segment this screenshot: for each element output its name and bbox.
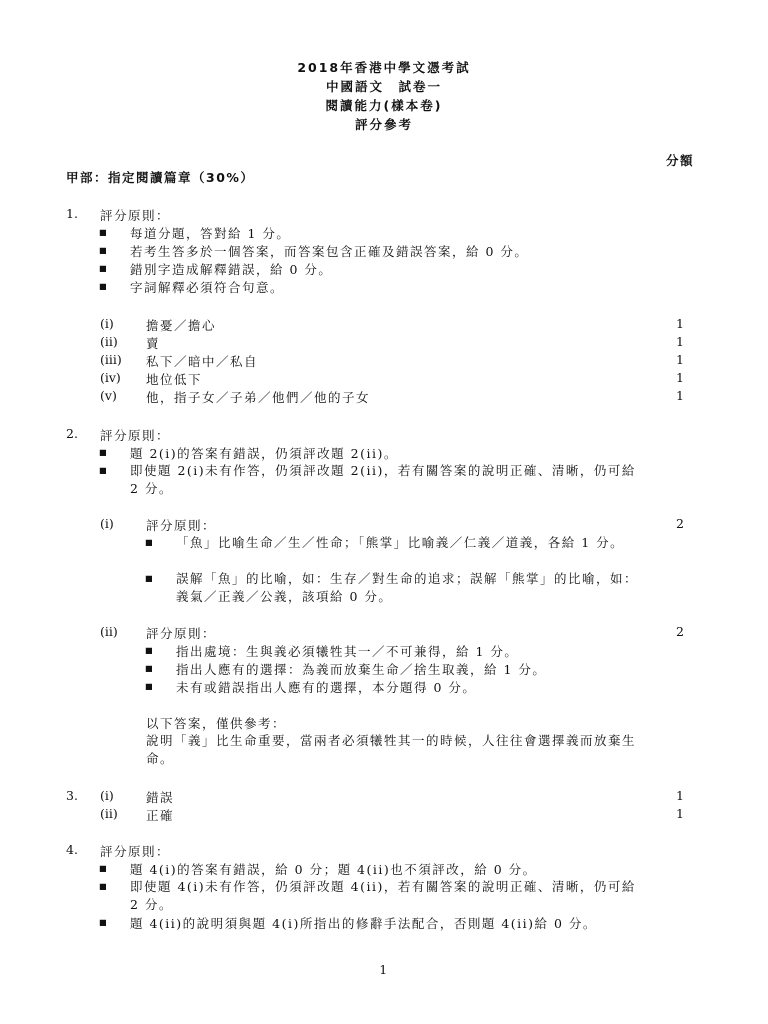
bullet-icon: ▪ [98, 224, 108, 239]
q1-item-mark: 1 [676, 334, 684, 349]
q4-bullet-1: 題 4(i)的答案有錯誤，給 0 分；題 4(ii)也不須評改，給 0 分。 [130, 862, 537, 877]
q4-number: 4. [66, 842, 78, 857]
q2-bullet-1: 題 2(i)的答案有錯誤，仍須評改題 2(ii)。 [130, 446, 398, 461]
q1-item-mark: 1 [676, 316, 684, 331]
q3-item-label: (ii) [100, 806, 118, 821]
q1-item-answer: 擔憂／擔心 [146, 318, 217, 333]
bullet-icon: ▪ [98, 260, 108, 275]
bullet-icon: ▪ [98, 878, 108, 893]
bullet-icon: ▪ [98, 462, 108, 477]
q1-bullet-4: 字詞解釋必須符合句意。 [130, 280, 285, 295]
q3-item-answer: 錯誤 [146, 790, 175, 805]
bullet-icon: ▪ [144, 678, 154, 693]
page-number: 1 [379, 962, 389, 977]
bullet-icon: ▪ [98, 860, 108, 875]
bullet-icon: ▪ [98, 444, 108, 459]
q1-item-label: (v) [100, 388, 117, 403]
q1-item-answer: 地位低下 [146, 372, 203, 387]
bullet-icon: ▪ [144, 660, 154, 675]
q2-part-ii-bullet-3: 未有或錯誤指出人應有的選擇，本分題得 0 分。 [176, 680, 477, 695]
q2-part-ii-mark: 2 [676, 624, 684, 639]
q2-number: 2. [66, 426, 78, 441]
marking-scheme-title: 評分參考 [354, 117, 413, 132]
bullet-icon: ▪ [144, 534, 154, 549]
q2-reference-answer: 說明「義」比生命重要，當兩者必須犧牲其一的時候，人往往會選擇義而放棄生命。 [146, 733, 637, 766]
section-title: 甲部：指定閱讀篇章（30%） [66, 170, 255, 185]
q1-item-answer: 私下／暗中／私自 [146, 354, 259, 369]
q3-number: 3. [66, 788, 78, 803]
bullet-icon: ▪ [98, 914, 108, 929]
q1-bullet-3: 錯別字造成解釋錯誤，給 0 分。 [130, 262, 333, 277]
q3-item-label: (i) [100, 788, 114, 803]
bullet-icon: ▪ [98, 242, 108, 257]
q3-item-mark: 1 [676, 806, 684, 821]
q2-bullet-2: 即使題 2(i)未有作答，仍須評改題 2(ii)，若有關答案的說明正確、清晰，仍可給 2 分。 [130, 463, 636, 496]
q2-part-i-principle: 評分原則： [146, 518, 217, 533]
q1-item-label: (iii) [100, 352, 122, 367]
q1-item-answer: 他，指子女／子弟／他們／他的子女 [146, 390, 371, 405]
bullet-icon: ▪ [144, 642, 154, 657]
q2-part-ii-bullet-2: 指出人應有的選擇：為義而放棄生命／捨生取義，給 1 分。 [176, 662, 547, 677]
q2-part-i-bullet-1: 「魚」比喻生命／生／性命；「熊掌」比喻義／仁義／道義，各給 1 分。 [176, 535, 625, 550]
exam-title: 2018年香港中學文憑考試 [297, 60, 471, 75]
bullet-icon: ▪ [98, 278, 108, 293]
q1-item-answer: 賣 [146, 336, 161, 351]
q2-principle: 評分原則： [100, 428, 171, 443]
paper-subtitle: 閱讀能力(樣本卷) [325, 98, 443, 113]
q1-bullet-1: 每道分題，答對給 1 分。 [130, 226, 291, 241]
q3-item-answer: 正確 [146, 808, 175, 823]
q1-item-mark: 1 [676, 370, 684, 385]
marks-column-header: 分額 [666, 153, 695, 168]
q2-part-i-label: (i) [100, 516, 114, 531]
q4-principle: 評分原則： [100, 844, 171, 859]
q4-bullet-3: 題 4(ii)的說明須與題 4(i)所指出的修辭手法配合，否則題 4(ii)給 0 分。 [130, 916, 597, 931]
q2-part-i-mark: 2 [676, 516, 684, 531]
paper-title: 中國語文 試卷一 [325, 79, 442, 94]
q1-item-mark: 1 [676, 352, 684, 367]
q2-part-ii-bullet-1: 指出處境：生與義必須犧牲其一／不可兼得，給 1 分。 [176, 644, 519, 659]
q2-part-ii-label: (ii) [100, 624, 118, 639]
q1-item-label: (ii) [100, 334, 118, 349]
q3-item-mark: 1 [676, 788, 684, 803]
q1-item-mark: 1 [676, 388, 684, 403]
q2-part-i-bullet-2: 誤解「魚」的比喻，如：生存／對生命的追求；誤解「熊掌」的比喻，如：義氣／正義／公義，該項給 0 分。 [176, 571, 639, 604]
bullet-icon: ▪ [144, 570, 154, 585]
q1-item-label: (iv) [100, 370, 121, 385]
q1-item-label: (i) [100, 316, 114, 331]
q1-bullet-2: 若考生答多於一個答案，而答案包含正確及錯誤答案，給 0 分。 [130, 244, 529, 259]
q2-part-ii-principle: 評分原則： [146, 626, 217, 641]
q1-number: 1. [66, 206, 78, 221]
q4-bullet-2: 即使題 4(i)未有作答，仍須評改題 4(ii)，若有關答案的說明正確、清晰，仍可給 2 分。 [130, 879, 636, 912]
q1-principle: 評分原則： [100, 208, 171, 223]
q2-reference-intro: 以下答案，僅供參考： [146, 716, 287, 731]
